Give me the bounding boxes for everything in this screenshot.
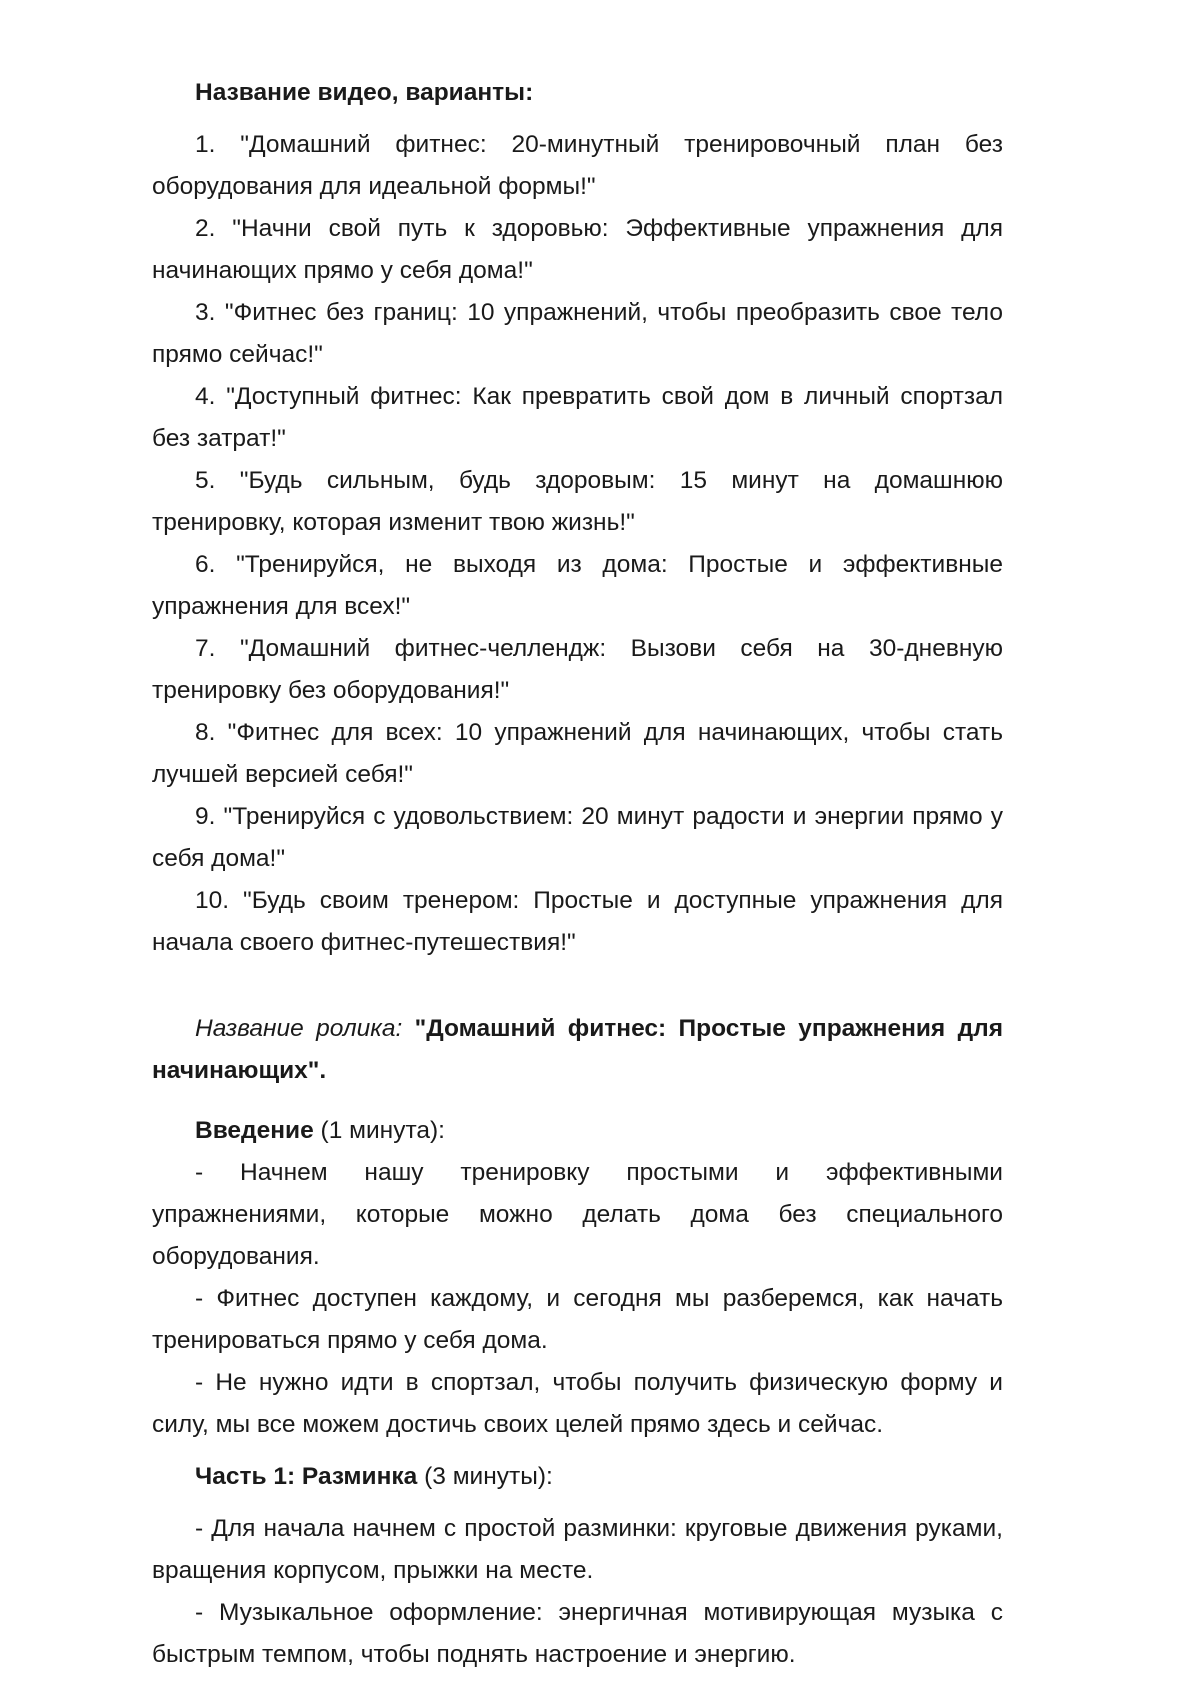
bullet-item: - Для начала начнем с простой разминки: круговые движения руками, вращения корпусом, прыжки на месте. xyxy=(152,1515,1003,1584)
clip-title-value: "Домашний фитнес: Простые упражнения для начинающих". xyxy=(152,1015,1003,1084)
spacer xyxy=(152,114,1003,124)
section-heading-warmup xyxy=(152,1456,1003,1498)
list-item: 3. "Фитнес без границ: 10 упражнений, чтобы преобразить свое тело прямо сейчас!" xyxy=(152,299,1003,368)
list-item: 8. "Фитнес для всех: 10 упражнений для начинающих, чтобы стать лучшей версией себя!" xyxy=(152,719,1003,788)
spacer xyxy=(152,1092,1003,1110)
list-item: 1. "Домашний фитнес: 20-минутный тренировочный план без оборудования для идеальной формы!" xyxy=(152,131,1003,200)
section-heading-introduction xyxy=(152,1110,1003,1152)
bullet-item: - Начнем нашу тренировку простыми и эффективными упражнениями, которые можно делать дома без специального оборудования. xyxy=(152,1159,1003,1270)
bullet-item: - Не нужно идти в спортзал, чтобы получить физическую форму и силу, мы все можем достичь своих целей прямо здесь и сейчас. xyxy=(152,1369,1003,1438)
list-item: 7. "Домашний фитнес-челлендж: Вызови себя на 30-дневную тренировку без оборудования!" xyxy=(152,635,1003,704)
list-item: 10. "Будь своим тренером: Простые и доступные упражнения для начала своего фитнес-путешествия!" xyxy=(152,887,1003,956)
list-item: 4. "Доступный фитнес: Как превратить свой дом в личный спортзал без затрат!" xyxy=(152,383,1003,452)
document-body xyxy=(152,72,1003,1676)
clip-title-label: Название ролика: xyxy=(195,1015,403,1042)
page-title: Название видео, варианты: xyxy=(195,79,534,106)
list-item: 2. "Начни свой путь к здоровью: Эффективные упражнения для начинающих прямо у себя дома!" xyxy=(152,215,1003,284)
clip-title-line xyxy=(152,1008,1003,1092)
bullet-item: - Фитнес доступен каждому, и сегодня мы разберемся, как начать тренироваться прямо у себя дома. xyxy=(152,1285,1003,1354)
list-item: 6. "Тренируйся, не выходя из дома: Простые и эффективные упражнения для всех!" xyxy=(152,551,1003,620)
list-item: 5. "Будь сильным, будь здоровым: 15 минут на домашнюю тренировку, которая изменит твою жизнь!" xyxy=(152,467,1003,536)
spacer xyxy=(152,1498,1003,1508)
list-item: 9. "Тренируйся с удовольствием: 20 минут радости и энергии прямо у себя дома!" xyxy=(152,803,1003,872)
section-heading-duration: (3 минуты): xyxy=(417,1463,553,1490)
section-heading-duration: (1 минута): xyxy=(313,1117,445,1144)
spacer xyxy=(152,1446,1003,1456)
bullet-item: - Музыкальное оформление: энергичная мотивирующая музыка с быстрым темпом, чтобы поднять настроение и энергию. xyxy=(152,1599,1003,1668)
section-heading-label: Введение xyxy=(195,1117,314,1144)
spacer xyxy=(152,964,1003,1008)
section-heading-label: Часть 1: Разминка xyxy=(195,1463,418,1490)
